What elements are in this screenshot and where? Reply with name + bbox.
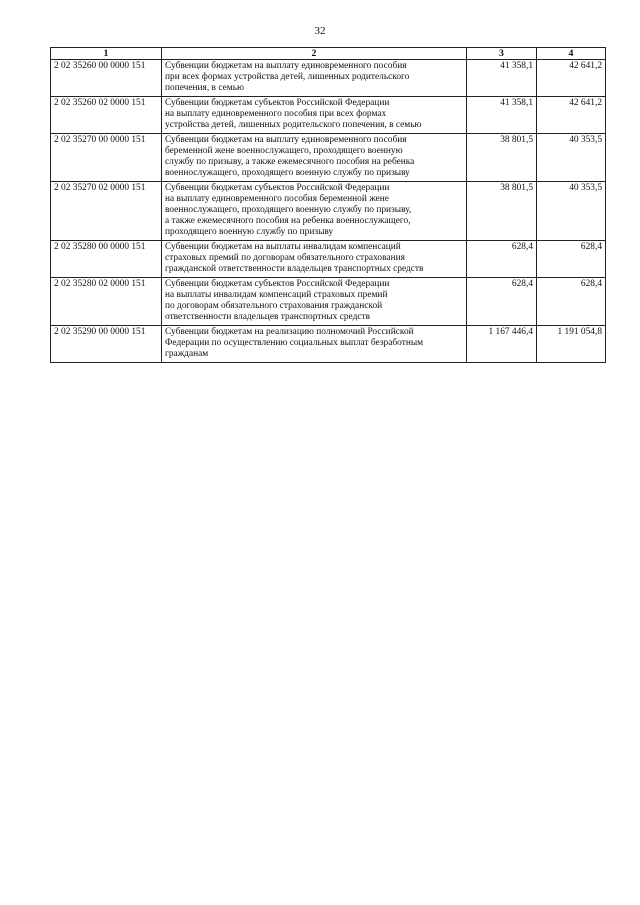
amount-cell-col3: 1 167 446,4 — [467, 326, 537, 363]
page-number: 32 — [314, 25, 326, 37]
amount-cell-col3: 41 358,1 — [467, 97, 537, 134]
column-header-1: 1 — [51, 48, 162, 60]
amount-cell-col3: 41 358,1 — [467, 60, 537, 97]
amount-cell-col3: 38 801,5 — [467, 134, 537, 182]
subvention-name-cell: Субвенции бюджетам на выплаты инвалидам компенсаций страховых премий по договорам обязательного страхования гражданской ответственности владельцев транспортных средств — [162, 241, 467, 278]
amount-cell-col3: 38 801,5 — [467, 182, 537, 241]
table-header-row — [51, 48, 606, 60]
budget-code-cell: 2 02 35280 02 0000 151 — [51, 278, 162, 326]
subvention-name-cell: Субвенции бюджетам на выплату единовременного пособия при всех формах устройства детей, лишенных родительского попечения, в семью — [162, 60, 467, 97]
table-row — [51, 278, 606, 326]
budget-code-cell: 2 02 35290 00 0000 151 — [51, 326, 162, 363]
amount-cell-col4: 42 641,2 — [537, 60, 606, 97]
table-row — [51, 134, 606, 182]
subvention-name-cell: Субвенции бюджетам на реализацию полномочий Российской Федерации по осуществлению социальных выплат безработным гражданам — [162, 326, 467, 363]
table-row — [51, 97, 606, 134]
column-header-4: 4 — [537, 48, 606, 60]
amount-cell-col4: 628,4 — [537, 241, 606, 278]
subvention-name-cell: Субвенции бюджетам субъектов Российской Федерации на выплату единовременного пособия при всех формах устройства детей, лишенных родительского попечения, в семью — [162, 97, 467, 134]
table-row — [51, 326, 606, 363]
amount-cell-col4: 40 353,5 — [537, 134, 606, 182]
amount-cell-col4: 42 641,2 — [537, 97, 606, 134]
table-row — [51, 60, 606, 97]
amount-cell-col4: 40 353,5 — [537, 182, 606, 241]
subvention-name-cell: Субвенции бюджетам субъектов Российской Федерации на выплату единовременного пособия беременной жене военнослужащего, проходящего военную службу по призыву, а также ежемесячного пособия на ребенка военнослужащего, проходящего военную службу по призыву — [162, 182, 467, 241]
amount-cell-col4: 1 191 054,8 — [537, 326, 606, 363]
budget-code-cell: 2 02 35280 00 0000 151 — [51, 241, 162, 278]
budget-code-cell: 2 02 35260 02 0000 151 — [51, 97, 162, 134]
budget-code-cell: 2 02 35270 00 0000 151 — [51, 134, 162, 182]
column-header-2: 2 — [162, 48, 467, 60]
column-header-3: 3 — [467, 48, 537, 60]
budget-code-cell: 2 02 35270 02 0000 151 — [51, 182, 162, 241]
budget-revenue-table — [50, 47, 606, 363]
amount-cell-col4: 628,4 — [537, 278, 606, 326]
amount-cell-col3: 628,4 — [467, 278, 537, 326]
table-row — [51, 182, 606, 241]
subvention-name-cell: Субвенции бюджетам субъектов Российской Федерации на выплаты инвалидам компенсаций страховых премий по договорам обязательного страхования гражданской ответственности владельцев транспортных средств — [162, 278, 467, 326]
subvention-name-cell: Субвенции бюджетам на выплату единовременного пособия беременной жене военнослужащего, проходящего военную службу по призыву, а также ежемесячного пособия на ребенка военнослужащего, проходящего военную службу по призыву — [162, 134, 467, 182]
amount-cell-col3: 628,4 — [467, 241, 537, 278]
table-row — [51, 241, 606, 278]
budget-code-cell: 2 02 35260 00 0000 151 — [51, 60, 162, 97]
